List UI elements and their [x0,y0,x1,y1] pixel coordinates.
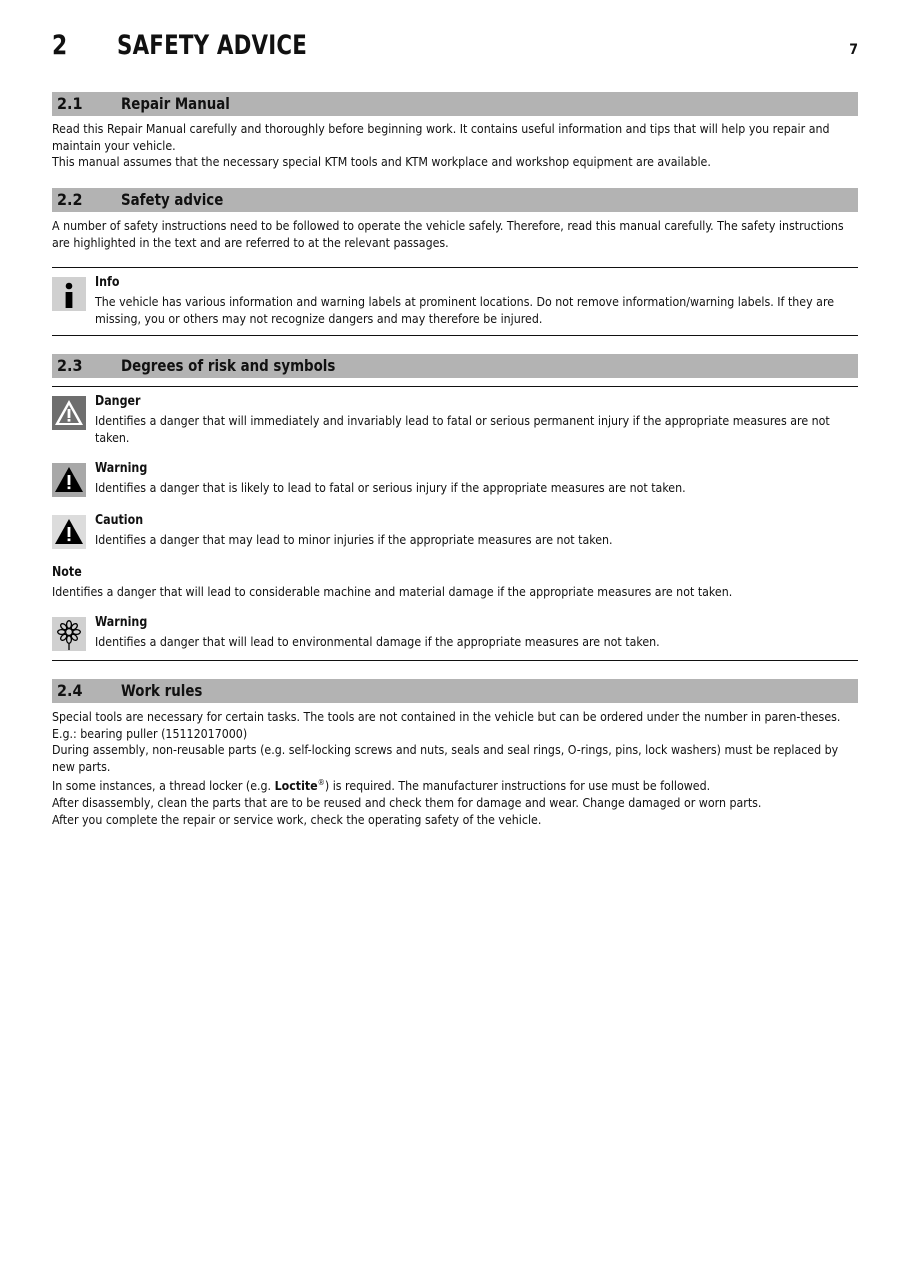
section-2-1-body [52,121,858,171]
warning-block [52,461,858,501]
caution-text: Identifies a danger that may lead to minor injuries if the appropriate measures are not taken. [95,533,613,547]
registered-mark: ® [317,778,325,788]
note-text [52,584,858,601]
danger-heading: Danger [95,394,141,409]
environment-flower-icon [52,617,86,651]
divider [52,386,858,387]
section-number: 2.2 [57,190,83,209]
danger-block [52,394,858,449]
note-heading: Note [52,565,82,580]
section-2-4-body [52,709,858,828]
paragraph: Special tools are necessary for certain tasks. The tools are not contained in the vehicle but can be ordered under the number in paren-theses. E.g.: bearing puller (15112017000) [52,710,841,741]
section-title: Safety advice [121,190,224,209]
caution-triangle-icon [52,515,86,549]
paragraph: After you complete the repair or service work, check the operating safety of the vehicle. [52,812,542,827]
chapter-number: 2 [52,30,68,61]
section-heading-2-4 [52,679,858,703]
page-number: 7 [849,42,858,58]
section-heading-2-1 [52,92,858,116]
section-title: Repair Manual [121,94,230,113]
paragraph [52,775,858,795]
section-heading-2-3 [52,354,858,378]
environment-warning-text: Identifies a danger that will lead to environmental damage if the appropriate measures are not taken. [95,635,660,649]
warning-triangle-icon [52,463,86,497]
product-name: Loctite [274,779,318,794]
info-text: The vehicle has various information and warning labels at prominent locations. Do not remove information/warning labels. If they are missing, you or others may not recognize dangers and may therefore be injured. [95,295,835,326]
caution-heading: Caution [95,513,144,528]
paragraph: Read this Repair Manual carefully and thoroughly before beginning work. It contains useful information and tips that will help you repair and maintain your vehicle. [52,122,830,153]
section-heading-2-2 [52,188,858,212]
paragraph: Identifies a danger that will lead to considerable machine and material damage if the appropriate measures are not taken. [52,585,733,599]
section-title: Degrees of risk and symbols [121,356,336,375]
paragraph: During assembly, non-reusable parts (e.g. self-locking screws and nuts, seals and seal rings, O-rings, pins, lock washers) must be replaced by new parts. [52,743,839,774]
chapter-header [52,30,858,66]
info-icon [52,277,86,311]
warning-heading: Warning [95,461,148,476]
danger-triangle-icon [52,396,86,430]
section-number: 2.3 [57,356,83,375]
warning-text: Identifies a danger that is likely to lead to fatal or serious injury if the appropriate measures are not taken. [95,481,686,495]
paragraph: A number of safety instructions need to be followed to operate the vehicle safely. Therefore, read this manual carefully. The safety instructions are highlighted in the text and are referred to at the relevant passages. [52,219,844,250]
chapter-title: SAFETY ADVICE [117,30,308,61]
section-title: Work rules [121,681,203,700]
divider [52,660,858,661]
info-heading: Info [95,275,120,290]
caution-block [52,513,858,553]
section-number: 2.4 [57,681,83,700]
environment-warning-block [52,615,858,655]
danger-text: Identifies a danger that will immediately and invariably lead to fatal or serious permanent injury if the appropriate measures are not taken. [95,414,830,445]
environment-warning-heading: Warning [95,615,148,630]
divider [52,335,858,336]
info-block [52,275,858,330]
paragraph: This manual assumes that the necessary special KTM tools and KTM workplace and workshop equipment are available. [52,155,711,170]
section-number: 2.1 [57,94,83,113]
text-run: In some instances, a thread locker (e.g. [52,779,275,794]
text-run: ) is required. The manufacturer instructions for use must be followed. [324,779,711,794]
section-2-2-body [52,218,858,251]
divider [52,267,858,268]
paragraph: After disassembly, clean the parts that are to be reused and check them for damage and wear. Change damaged or worn parts. [52,796,762,811]
